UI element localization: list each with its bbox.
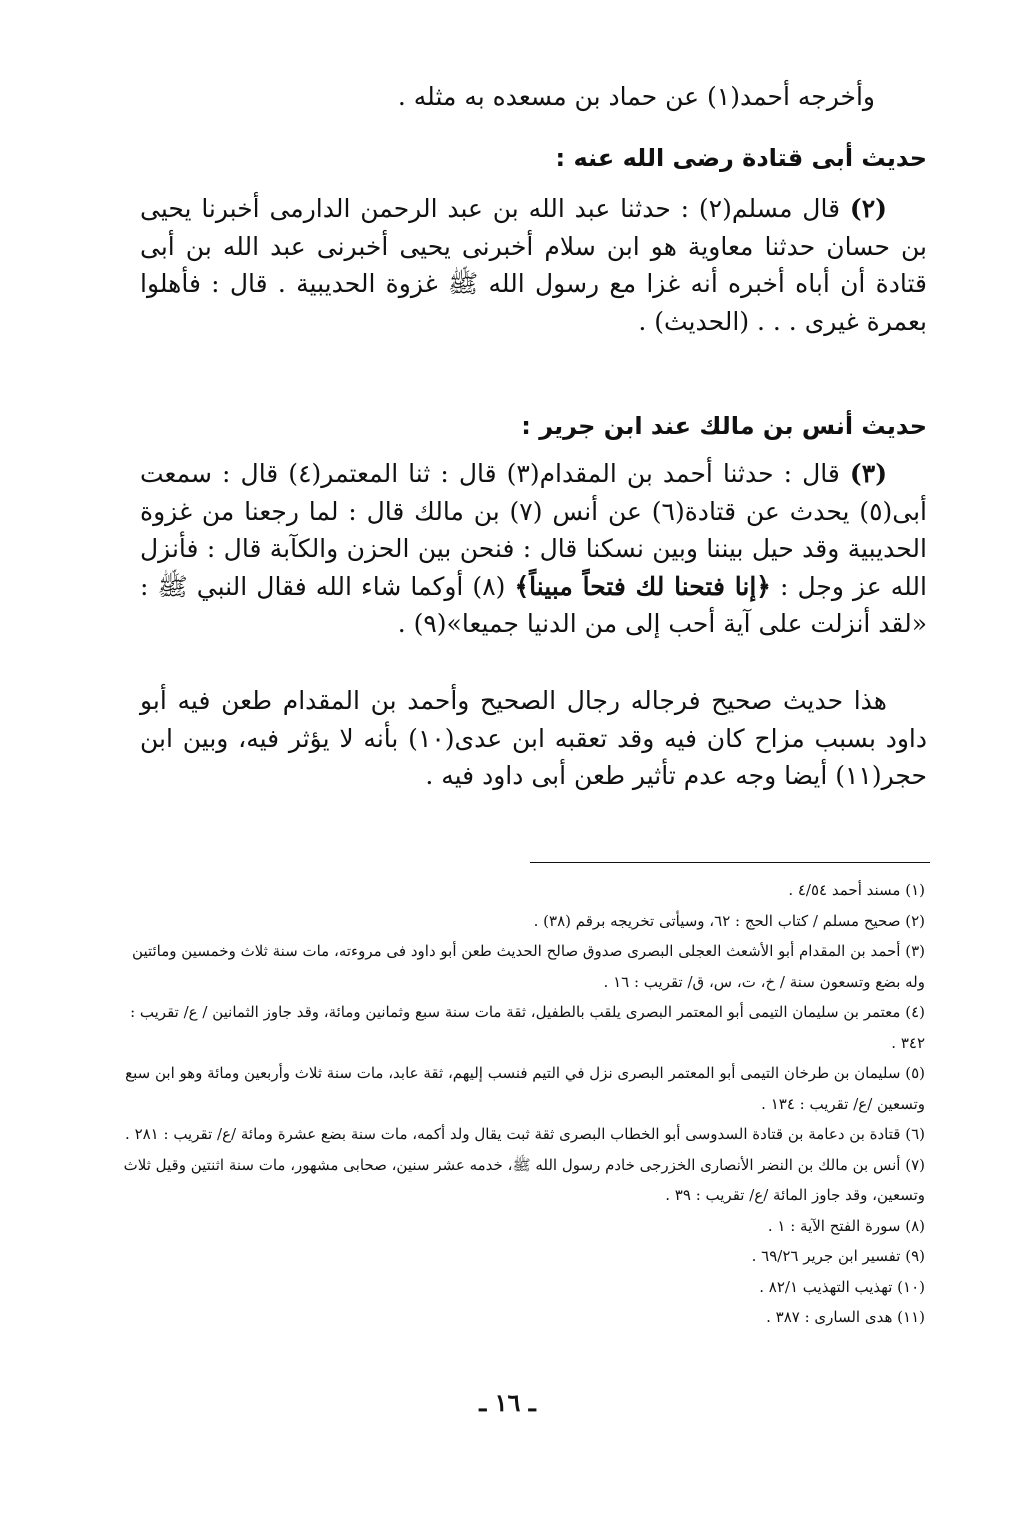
hadith-text: قال : حدثنا أحمد بن المقدام(٣) قال : ثنا المعتمر(٤) قال : سمعت أبى(٥) يحدث عن قتادة(٦) عن أنس (٧) بن مالك قال : لما رجعنا من غزوة الحديبية وقد حيل بيننا وبين نسكنا قال : فنحن بين الحزن والكآبة قال : فأنزل الله عز وجل : <box>140 459 927 601</box>
hadith-number: (٢) <box>849 194 887 223</box>
footnote-item: (٤) معتمر بن سليمان التيمى أبو المعتمر البصرى يلقب بالطفيل، ثقة مات سنة سبع وثمانين ومائة، وقد جاوز الثمانين / ع/ تقريب : ٣٤٢ . <box>130 1003 925 1052</box>
footnote-divider <box>530 862 930 863</box>
quran-verse: ﴿إنا فتحنا لك فتحاً مبيناً﴾ <box>514 571 771 601</box>
commentary-paragraph: هذا حديث صحيح فرجاله رجال الصحيح وأحمد بن المقدام طعن فيه أبو داود بسبب مزاح كان فيه وقد تعقبه ابن عدى(١٠) بأنه لا يؤثر فيه، وبين ابن حجر(١١) أيضا وجه عدم تأثير طعن أبى داود فيه . <box>140 686 927 790</box>
top-line: وأخرجه أحمد(١) عن حماد بن مسعده به مثله . <box>397 82 875 111</box>
section-heading-abu-qatada: حديث أبى قتادة رضى الله عنه : <box>555 144 927 172</box>
hadith-number: (٣) <box>849 459 888 488</box>
section-body-abu-qatada <box>140 190 927 340</box>
footnote-item: (٦) قتادة بن دعامة بن قتادة السدوسى أبو الخطاب البصرى ثقة ثبت يقال ولد أكمه، مات سنة بضع عشرة ومائة /ع/ تقريب : ٢٨١ . <box>125 1125 925 1143</box>
footnotes <box>120 875 925 1333</box>
footnote-item: (٨) سورة الفتح الآية : ١ . <box>767 1216 925 1235</box>
hadith-text-continued: (٨) أوكما شاء الله فقال النبي ﷺ : «لقد أنزلت على آية أحب إلى من الدنيا جميعا»(٩) . <box>140 571 927 638</box>
footnote-item: (٩) تفسير ابن جرير ٦٩/٢٦ . <box>751 1247 925 1265</box>
section-heading-anas: حديث أنس بن مالك عند ابن جرير : <box>521 412 927 440</box>
hadith-text: قال مسلم(٢) : حدثنا عبد الله بن عبد الرحمن الدارمى أخبرنا يحيى بن حسان حدثنا معاوية هو ابن سلام أخبرنى يحيى أخبرنى عبد الله بن أبى قتادة أن أباه أخبره أنه غزا مع رسول الله ﷺ غزوة الحديبية . قال : فأهلوا بعمرة غيرى . . . (الحديث) . <box>140 194 927 336</box>
footnote-item: (١١) هدى السارى : ٣٨٧ . <box>766 1308 925 1326</box>
section-body-anas <box>140 455 927 643</box>
footnote-item: (١٠) تهذيب التهذيب ٨٢/١ . <box>759 1277 925 1296</box>
page-number: ـ ١٦ ـ <box>479 1388 536 1417</box>
footnote-item: (١) مسند أحمد ٤/٥٤ . <box>788 881 925 899</box>
footnote-item: (٢) صحيح مسلم / كتاب الحج : ٦٢، وسيأتى تخريجه برقم (٣٨) . <box>533 911 925 930</box>
footnote-item: (٧) أنس بن مالك بن النضر الأنصارى الخزرجى خادم رسول الله ﷺ، خدمه عشر سنين، صحابى مشهور، مات سنة اثنتين وقيل ثلاث وتسعين، وقد جاوز المائة /ع/ تقريب : ٣٩ . <box>123 1155 925 1204</box>
footnote-item: (٣) أحمد بن المقدام أبو الأشعث العجلى البصرى صدوق صالح الحديث طعن أبو داود فى مروءته، مات سنة ثلاث وخمسين ومائتين وله بضع وتسعون سنة / خ، ت، س، ق/ تقريب : ١٦ . <box>132 942 925 991</box>
footnote-item: (٥) سليمان بن طرخان التيمى أبو المعتمر البصرى نزل في التيم فنسب إليهم، ثقة عابد، مات سنة ثلاث وأربعين ومائة وهو ابن سبع وتسعين /ع/ تقريب : ١٣٤ . <box>125 1064 925 1113</box>
